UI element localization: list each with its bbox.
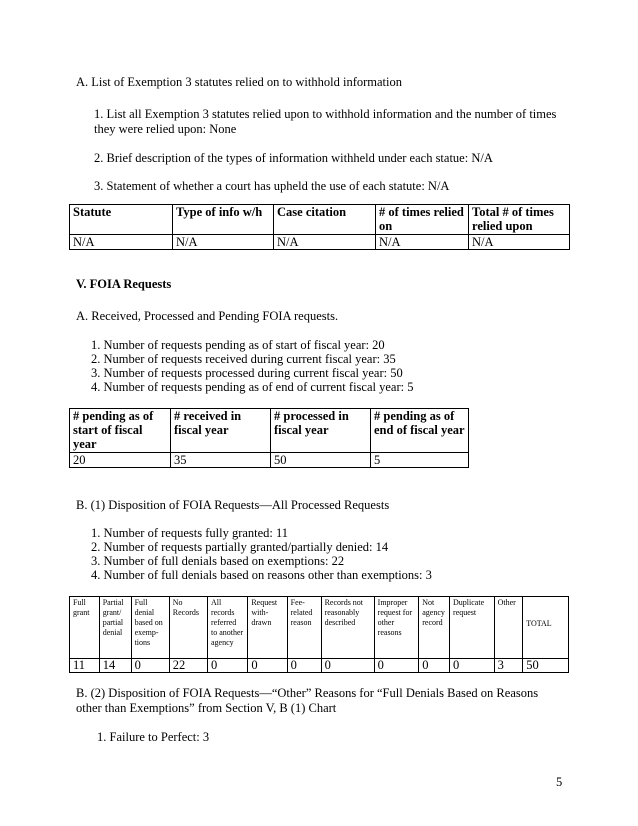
table-cell: 0 xyxy=(131,659,169,673)
item-a-1: 1. List all Exemption 3 statutes relied upon to withhold information and the number of times they were relied upon: None xyxy=(94,107,557,136)
table-cell: 0 xyxy=(419,659,450,673)
section-va-title: A. Received, Processed and Pending FOIA requests. xyxy=(76,309,339,323)
header-full-denial: Full denial based on exemp-tions xyxy=(131,597,169,659)
item-va-1: 1. Number of requests pending as of start of fiscal year: 20 xyxy=(91,338,385,352)
header-partial-grant: Partial grant/ partial denial xyxy=(99,597,131,659)
header-improper-request: Improper request for other reasons xyxy=(374,597,419,659)
header-not-agency-record: Not agency record xyxy=(419,597,450,659)
exemption3-table xyxy=(69,204,570,250)
table-cell: N/A xyxy=(469,235,570,250)
item-b1-4: 4. Number of full denials based on reasons other than exemptions: 3 xyxy=(91,568,432,582)
item-b2-1: 1. Failure to Perfect: 3 xyxy=(97,730,210,744)
disposition-table xyxy=(69,596,569,673)
header-request-withdrawn: Request with-drawn xyxy=(248,597,287,659)
table-cell: 50 xyxy=(523,659,569,673)
header-pending-start: # pending as of start of fiscal year xyxy=(70,409,171,453)
header-duplicate-request: Duplicate request xyxy=(450,597,495,659)
section-v-title: V. FOIA Requests xyxy=(76,277,172,291)
item-va-2: 2. Number of requests received during current fiscal year: 35 xyxy=(91,352,396,366)
table-cell: 3 xyxy=(494,659,523,673)
header-total: TOTAL xyxy=(523,597,569,659)
item-b1-3: 3. Number of full denials based on exemptions: 22 xyxy=(91,554,345,568)
table-cell: 14 xyxy=(99,659,131,673)
table-cell: 22 xyxy=(169,659,207,673)
header-records-referred: All records referred to another agency xyxy=(208,597,248,659)
page-number: 5 xyxy=(556,775,563,789)
table-cell: 0 xyxy=(374,659,419,673)
table-cell: 0 xyxy=(287,659,321,673)
requests-table xyxy=(69,408,469,468)
header-pending-end: # pending as of end of fiscal year xyxy=(371,409,469,453)
section-b2-title: B. (2) Disposition of FOIA Requests—“Other” Reasons for “Full Denials Based on Reasons other than Exemptions” from Section V, B (1) Chart xyxy=(76,686,539,715)
table-cell: 5 xyxy=(371,453,469,468)
item-a-2: 2. Brief description of the types of information withheld under each statue: N/A xyxy=(94,151,493,165)
header-times-relied: # of times relied on xyxy=(376,205,469,235)
item-a-3: 3. Statement of whether a court has upheld the use of each statute: N/A xyxy=(94,179,450,193)
header-case-citation: Case citation xyxy=(274,205,376,235)
table-cell: N/A xyxy=(173,235,274,250)
table-cell: 0 xyxy=(321,659,374,673)
header-no-records: No Records xyxy=(169,597,207,659)
header-not-described: Records not reasonably described xyxy=(321,597,374,659)
header-processed: # processed in fiscal year xyxy=(271,409,371,453)
header-type-info: Type of info w/h xyxy=(173,205,274,235)
section-a-title: A. List of Exemption 3 statutes relied on to withhold information xyxy=(76,75,402,89)
item-b1-1: 1. Number of requests fully granted: 11 xyxy=(91,526,289,540)
header-other: Other xyxy=(494,597,523,659)
header-total-times: Total # of times relied upon xyxy=(469,205,570,235)
table-cell: 0 xyxy=(248,659,287,673)
item-va-4: 4. Number of requests pending as of end of current fiscal year: 5 xyxy=(91,380,414,394)
header-statute: Statute xyxy=(70,205,173,235)
section-b1-title: B. (1) Disposition of FOIA Requests—All Processed Requests xyxy=(76,498,390,512)
item-b1-2: 2. Number of requests partially granted/partially denied: 14 xyxy=(91,540,389,554)
item-va-3: 3. Number of requests processed during current fiscal year: 50 xyxy=(91,366,403,380)
header-full-grant: Full grant xyxy=(70,597,100,659)
header-received: # received in fiscal year xyxy=(171,409,271,453)
table-cell: 0 xyxy=(450,659,495,673)
table-cell: N/A xyxy=(376,235,469,250)
table-cell: N/A xyxy=(70,235,173,250)
table-cell: 50 xyxy=(271,453,371,468)
table-cell: N/A xyxy=(274,235,376,250)
table-cell: 11 xyxy=(70,659,100,673)
header-fee-related: Fee-related reason xyxy=(287,597,321,659)
table-cell: 0 xyxy=(208,659,248,673)
table-cell: 20 xyxy=(70,453,171,468)
table-cell: 35 xyxy=(171,453,271,468)
